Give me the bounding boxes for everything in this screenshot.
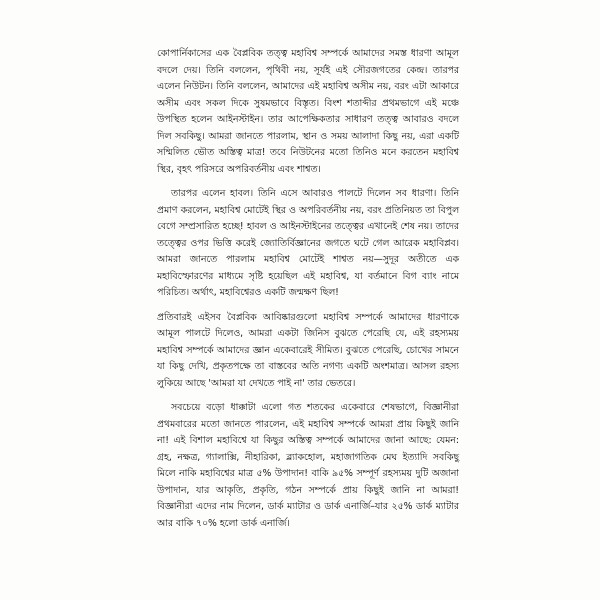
paragraph-3: প্রতিবারই এইসব বৈপ্লবিক আবিষ্কারগুলো মহাবিশ্ব সম্পর্কে আমাদের ধারণাকে আমূল পালটে দিলেও, আমরা একটা জিনিস বুঝতে পেরেছি যে, এই রহস্যময় মহাবিশ্ব সম্পর্কে আমাদের জ্ঞান একেবারেই সীমিত। বুঝতে পেরেছি, চোখের সামনে যা কিছু দেখি, প্রকৃতপক্ষে তা বাস্তবের অতি নগণ্য একটি অংশমাত্র। আসল রহস্য লুকিয়ে আছে 'আমরা যা দেখতে পাই না' তার ভেতরে। xyxy=(157,311,459,389)
paragraph-2: তারপর এলেন হাবল। তিনি এসে আবারও পালটে দিলেন সব ধারণা। তিনি প্রমাণ করলেন, মহাবিশ্ব মোটেই স্থির ও অপরিবর্তনীয় নয়, বরং প্রতিনিয়ত তা বিপুল বেগে সম্প্রসারিত হচ্ছে! হাবল ও আইনস্টাইনের তত্ত্বের এখানেই শেষ নয়। তাদের তত্ত্বের ওপর ভিত্তি করেই জ্যোতির্বিজ্ঞানের জগতে ঘটে গেল আরেক মহাবিপ্লব। আমরা জানতে পারলাম মহাবিশ্ব মোটেই শাশ্বত নয়—সুদূর অতীতে এক মহাবিস্ফোরণের মাধ্যমে সৃষ্টি হয়েছিল এই মহাবিশ্ব, যা বর্তমানে বিগ ব্যাং নামে পরিচিত। অর্থাৎ, মহাবিশ্বেরও একটি জন্মক্ষণ ছিল! xyxy=(157,188,459,298)
paragraph-4: সবচেয়ে বড়ো ধাক্কাটা এলো গত শতকের একেবারে শেষভাগে, বিজ্ঞানীরা প্রথমবারের মতো জানতে পারলেন, এই মহাবিশ্ব সম্পর্কে আমরা প্রায় কিছুই জানি না! এই বিশাল মহাবিশ্বে যা কিছুর অস্তিত্ব সম্পর্কে আমাদের জানা আছে: যেমন: গ্রহ, নক্ষত্র, গ্যালাক্সি, নীহারিকা, ব্ল্যাকহোল, মহাজাগতিক মেঘ ইত্যাদি সবকিছু মিলে নাকি মহাবিশ্বের মাত্র ৫% উপাদান! বাকি ৯৫% সম্পূর্ণ রহস্যময় দুটি অজানা উপাদান, যার আকৃতি, প্রকৃতি, গঠন সম্পর্কে প্রায় কিছুই জানি না আমরা! বিজ্ঞানীরা এদের নাম দিলেন, ডার্ক ম্যাটার ও ডার্ক এনার্জি–যার ২৫% ডার্ক ম্যাটার আর বাকি ৭০% হলো ডার্ক এনার্জি। xyxy=(157,402,459,529)
paragraph-1: কোপার্নিকাসের এক বৈপ্লবিক তত্ত্ব মহাবিশ্ব সম্পর্কে আমাদের সমস্ত ধারণা আমূল বদলে দেয়। তিনি বললেন, পৃথিবী নয়, সূর্যই এই সৌরজগতের কেন্দ্র। তারপর এলেন নিউটন। তিনি বললেন, আমাদের এই মহাবিশ্ব অসীম নয়, বরং এটা আকারে অসীম এবং সকল দিকে সুষমভাবে বিস্তৃত। বিংশ শতাব্দীর প্রথমভাগে এই মঞ্চে উপস্থিত হলেন আইনস্টাইন। তার আপেক্ষিকতার সাধারণ তত্ত্ব আবারও বদলে দিল সবকিছু। আমরা জানতে পারলাম, স্থান ও সময় আলাদা কিছু নয়, এরা একটি সম্মিলিত ভৌত অস্তিত্ব মাত্র! তবে নিউটনের মতো তিনিও মনে করতেন মহাবিশ্ব স্থির, বৃহৎ পরিসরে অপরিবর্তনীয় এবং শাশ্বত। xyxy=(157,48,459,175)
body-text xyxy=(157,46,459,540)
